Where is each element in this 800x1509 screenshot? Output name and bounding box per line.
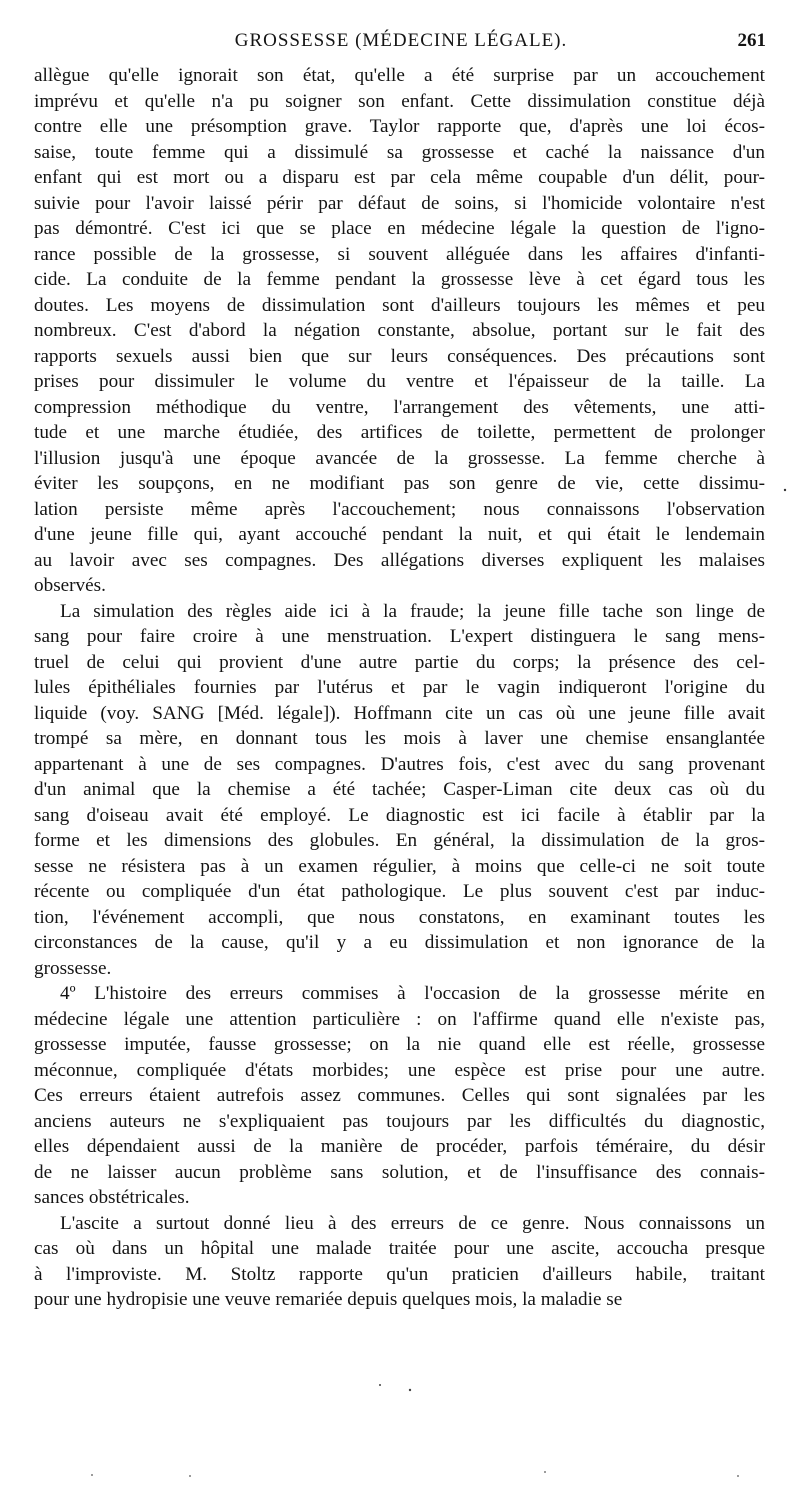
text-line: récente ou compliquée d'un état pathologique. Le plus souvent c'est par induc- [34, 881, 765, 902]
text-line: éviter les soupçons, en ne modifiant pas son genre de vie, cette dissimu- [34, 473, 765, 494]
text-line: d'un animal que la chemise a été tachée; Casper-Liman cite deux cas où du [34, 779, 765, 800]
text-line: truel de celui qui provient d'une autre partie du corps; la présence des cel- [34, 651, 765, 673]
text-line: cas où dans un hôpital une malade traitée pour une ascite, accoucha presque [34, 1238, 765, 1259]
paragraph [34, 1211, 765, 1313]
text-line: sang d'oiseau avait été employé. Le diagnostic est ici facile à établir par la [34, 804, 765, 826]
text-line: grossesse. [34, 957, 112, 979]
text-line: La simulation des règles aide ici à la fraude; la jeune fille tache son linge de [60, 600, 765, 622]
text-line: sances obstétricales. [34, 1187, 190, 1208]
text-line: suivie pour l'avoir laissé périr par défaut de soins, si l'homicide volontaire n'est [34, 192, 765, 214]
text-line: médecine légale une attention particulière : on l'affirme quand elle n'existe pas, [34, 1008, 765, 1030]
paragraph [34, 981, 765, 1211]
text-line: grossesse imputée, fausse grossesse; on la nie quand elle est réelle, grossesse [34, 1034, 765, 1055]
text-line: circonstances de la cause, qu'il y a eu dissimulation et non ignorance de la [34, 932, 765, 953]
text-line: liquide (voy. SANG [Méd. légale]). Hoffmann cite un cas où une jeune fille avait [34, 702, 765, 724]
body-text [34, 63, 765, 1313]
text-line: saise, toute femme qui a dissimulé sa grossesse et caché la naissance d'un [34, 141, 765, 163]
text-line: elles dépendaient aussi de la manière de procéder, parfois téméraire, du désir [34, 1136, 765, 1157]
text-line: doutes. Les moyens de dissimulation sont d'ailleurs toujours les mêmes et peu [34, 294, 765, 316]
text-line: l'illusion jusqu'à une époque avancée de la grossesse. La femme cherche à [34, 447, 765, 469]
text-line: sesse ne résistera pas à un examen régulier, à moins que celle-ci ne soit toute [34, 855, 765, 877]
text-line: au lavoir avec ses compagnes. Des allégations diverses expliquent les malaises [34, 549, 765, 571]
text-line: allègue qu'elle ignorait son état, qu'elle a été surprise par un accouchement [34, 65, 765, 86]
text-line: cide. La conduite de la femme pendant la grossesse lève à cet égard tous les [34, 269, 765, 290]
running-header [36, 30, 766, 54]
text-line: appartenant à une de ses compagnes. D'autres fois, c'est avec du sang provenant [34, 753, 765, 775]
text-line: lules épithéliales fournies par l'utérus et par le vagin indiqueront l'origine du [34, 677, 765, 698]
paragraph [34, 63, 765, 599]
text-line: forme et les dimensions des globules. En général, la dissimulation de la gros- [34, 830, 765, 851]
text-line: Ces erreurs étaient autrefois assez communes. Celles qui sont signalées par les [34, 1085, 765, 1106]
text-line: contre elle une présomption grave. Taylor rapporte que, d'après une loi écos- [34, 116, 765, 137]
text-line: pas démontré. C'est ici que se place en médecine légale la question de l'igno- [34, 218, 765, 239]
text-line: lation persiste même après l'accouchement; nous connaissons l'observation [34, 498, 765, 520]
text-line: imprévu et qu'elle n'a pu soigner son enfant. Cette dissimulation constitue déjà [34, 90, 765, 112]
text-line: tion, l'événement accompli, que nous constatons, en examinant toutes les [34, 906, 765, 928]
paragraph [34, 599, 765, 982]
text-line: d'une jeune fille qui, ayant accouché pendant la nuit, et qui était le lendemain [34, 524, 765, 545]
text-line: anciens auteurs ne s'expliquaient pas toujours par les difficultés du diagnostic, [34, 1110, 765, 1132]
text-line: tude et une marche étudiée, des artifices de toilette, permettent de prolonger [34, 422, 765, 443]
text-line: rapports sexuels aussi bien que sur leurs conséquences. Des précautions sont [34, 345, 765, 367]
text-line: pour une hydropisie une veuve remariée depuis quelques mois, la maladie se [34, 1289, 623, 1310]
text-line: 4º L'histoire des erreurs commises à l'occasion de la grossesse mérite en [60, 983, 765, 1004]
text-line: prises pour dissimuler le volume du ventre et l'épaisseur de la taille. La [34, 371, 765, 392]
text-line: à l'improviste. M. Stoltz rapporte qu'un praticien d'ailleurs habile, traitant [34, 1263, 765, 1285]
text-line: enfant qui est mort ou a disparu est par cela même coupable d'un délit, pour- [34, 167, 765, 188]
running-title: GROSSESSE (MÉDECINE LÉGALE). [234, 30, 568, 51]
text-line: compression méthodique du ventre, l'arrangement des vêtements, une atti- [34, 396, 765, 418]
text-line: nombreux. C'est d'abord la négation constante, absolue, portant sur le fait des [34, 320, 765, 341]
text-line: observés. [34, 575, 106, 596]
page-number: 261 [737, 30, 766, 51]
text-line: trompé sa mère, en donnant tous les mois à laver une chemise ensanglantée [34, 728, 765, 749]
text-line: rance possible de la grossesse, si souvent alléguée dans les affaires d'infanti- [34, 243, 765, 265]
text-line: de ne laisser aucun problème sans solution, et de l'insuffisance des connais- [34, 1161, 765, 1183]
text-line: L'ascite a surtout donné lieu à des erreurs de ce genre. Nous connaissons un [60, 1212, 765, 1234]
text-line: méconnue, compliquée d'états morbides; une espèce est prise pour une autre. [34, 1059, 765, 1081]
text-line: sang pour faire croire à une menstruation. L'expert distinguera le sang mens- [34, 626, 765, 647]
